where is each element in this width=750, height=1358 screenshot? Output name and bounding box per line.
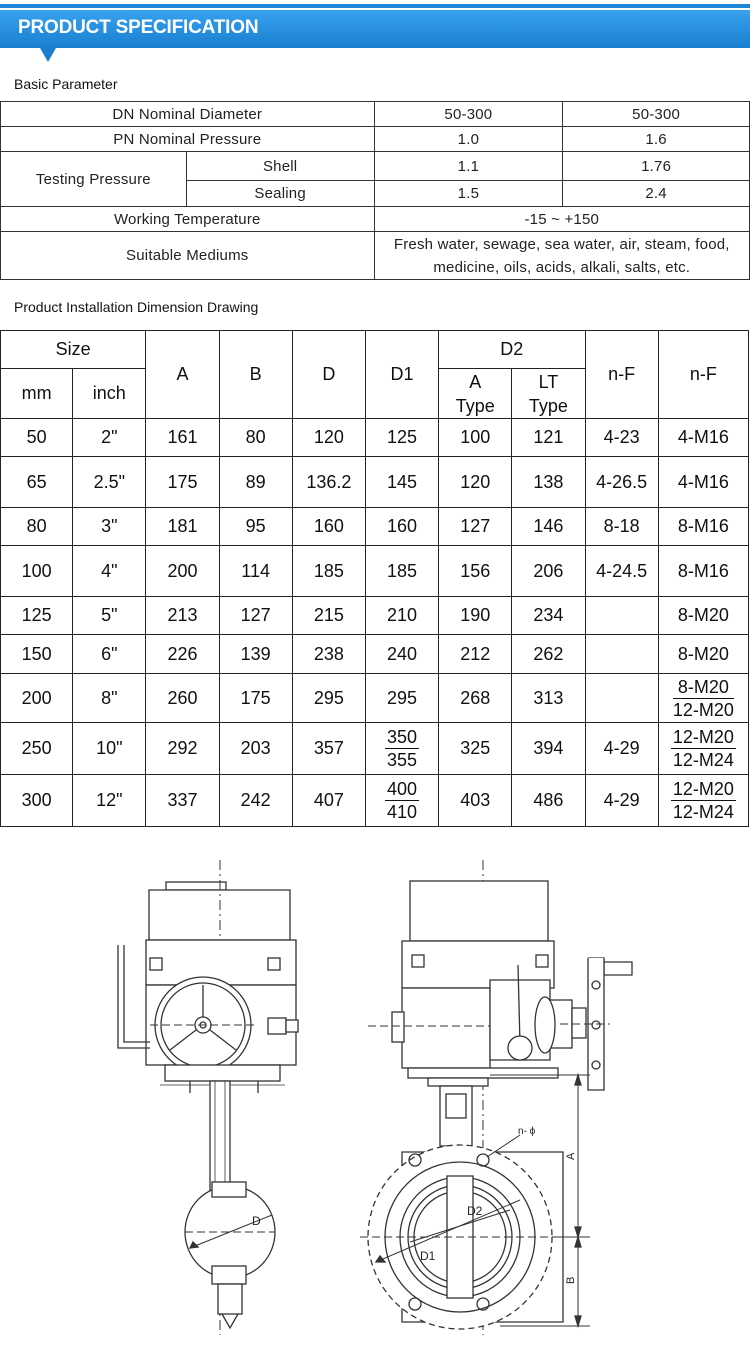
basic-parameter-table <box>0 101 750 280</box>
param-value: 1.6 <box>563 127 750 152</box>
header-row <box>1 331 749 369</box>
header-a-type-line2: Type <box>455 395 495 416</box>
cell-d1 <box>365 723 438 775</box>
param-value: 1.1 <box>374 152 563 181</box>
cell-a: 337 <box>146 775 219 827</box>
cell-nf: 4-26.5 <box>585 457 658 508</box>
header-inch: inch <box>73 369 146 419</box>
cell-nf-bolt: 4-M16 <box>658 457 748 508</box>
cell-nf-bolt: 8-M20 <box>658 635 748 674</box>
cell-a: 260 <box>146 674 219 723</box>
param-value <box>374 232 749 280</box>
header-d: D <box>292 331 365 419</box>
nf-bolt-option-2: 12-M20 <box>672 699 734 720</box>
cell-d: 136.2 <box>292 457 365 508</box>
param-value: 50-300 <box>563 102 750 127</box>
cell-d: 238 <box>292 635 365 674</box>
param-name: Working Temperature <box>1 207 375 232</box>
param-subname: Shell <box>186 152 374 181</box>
cell-inch: 2" <box>73 419 146 457</box>
header-d1: D1 <box>365 331 438 419</box>
table-row <box>1 457 749 508</box>
header-size: Size <box>1 331 146 369</box>
cell-a: 213 <box>146 597 219 635</box>
side-view <box>118 860 298 1335</box>
cell-b: 175 <box>219 674 292 723</box>
cell-d2-a: 190 <box>439 597 512 635</box>
nf-bolt-option-1: 12-M20 <box>672 779 734 799</box>
param-subname: Sealing <box>186 181 374 207</box>
cell-b: 242 <box>219 775 292 827</box>
cell-d2-lt: 234 <box>512 597 585 635</box>
table-row <box>1 232 750 280</box>
table-row <box>1 152 750 181</box>
nf-bolt-option-2: 12-M24 <box>672 750 734 770</box>
cell-a: 292 <box>146 723 219 775</box>
cell-mm: 300 <box>1 775 73 827</box>
section-banner <box>0 0 750 58</box>
cell-d: 295 <box>292 674 365 723</box>
cell-d: 357 <box>292 723 365 775</box>
cell-nf-bolt: 8-M16 <box>658 508 748 546</box>
cell-d2-lt: 121 <box>512 419 585 457</box>
dimension-table <box>0 330 749 827</box>
header-lt-type <box>512 369 585 419</box>
cell-b: 203 <box>219 723 292 775</box>
mediums-line-1: Fresh water, sewage, sea water, air, steam, food, <box>393 235 730 253</box>
nf-bolt-option-2: 12-M24 <box>672 802 734 822</box>
cell-d: 407 <box>292 775 365 827</box>
param-name: Suitable Mediums <box>1 232 375 280</box>
table-row <box>1 419 749 457</box>
cell-d: 215 <box>292 597 365 635</box>
param-value: 1.76 <box>563 152 750 181</box>
cell-nf: 4-29 <box>585 723 658 775</box>
header-d2: D2 <box>439 331 585 369</box>
cell-d2-a: 403 <box>439 775 512 827</box>
table-row <box>1 674 749 723</box>
cell-d: 160 <box>292 508 365 546</box>
cell-b: 139 <box>219 635 292 674</box>
table-row <box>1 635 749 674</box>
cell-b: 80 <box>219 419 292 457</box>
table-row <box>1 508 749 546</box>
cell-d2-a: 212 <box>439 635 512 674</box>
cell-d1: 295 <box>365 674 438 723</box>
cell-d2-lt: 206 <box>512 546 585 597</box>
cell-d2-a: 268 <box>439 674 512 723</box>
param-value: -15 ~ +150 <box>374 207 749 232</box>
dimension-heading: Product Installation Dimension Drawing <box>14 299 259 315</box>
param-value: 50-300 <box>374 102 563 127</box>
d1-option-1: 350 <box>387 727 418 747</box>
cell-d2-a: 127 <box>439 508 512 546</box>
banner-top-line <box>0 4 750 8</box>
param-value: 1.5 <box>374 181 563 207</box>
cell-mm: 250 <box>1 723 73 775</box>
cell-d1 <box>365 775 438 827</box>
cell-d1: 160 <box>365 508 438 546</box>
banner-title: PRODUCT SPECIFICATION <box>18 17 259 38</box>
cell-nf-bolt <box>658 775 748 827</box>
cell-a: 175 <box>146 457 219 508</box>
label-a: A <box>565 1152 577 1160</box>
cell-mm: 125 <box>1 597 73 635</box>
cell-inch: 4" <box>73 546 146 597</box>
cell-nf: 4-23 <box>585 419 658 457</box>
label-d2: D2 <box>467 1204 483 1218</box>
header-a-type-line1: A <box>469 371 482 392</box>
label-d1: D1 <box>420 1249 436 1263</box>
basic-parameter-heading: Basic Parameter <box>14 76 118 92</box>
table-row <box>1 102 750 127</box>
cell-b: 127 <box>219 597 292 635</box>
table-row <box>1 546 749 597</box>
header-lt-type-line1: LT <box>538 371 559 392</box>
param-name: DN Nominal Diameter <box>1 102 375 127</box>
cell-nf <box>585 674 658 723</box>
valve-dimension-drawing <box>0 850 750 1358</box>
cell-d2-a: 100 <box>439 419 512 457</box>
cell-d2-lt: 486 <box>512 775 585 827</box>
mediums-line-2: medicine, oils, acids, alkali, salts, etc. <box>433 258 691 276</box>
cell-d: 185 <box>292 546 365 597</box>
label-b: B <box>565 1276 577 1284</box>
front-view <box>360 860 632 1335</box>
d1-option-2: 410 <box>387 802 418 822</box>
cell-inch: 12" <box>73 775 146 827</box>
cell-mm: 100 <box>1 546 73 597</box>
cell-d2-a: 120 <box>439 457 512 508</box>
cell-nf <box>585 635 658 674</box>
cell-d1: 240 <box>365 635 438 674</box>
cell-inch: 8" <box>73 674 146 723</box>
cell-inch: 2.5" <box>73 457 146 508</box>
header-a-type <box>439 369 512 419</box>
cell-nf: 8-18 <box>585 508 658 546</box>
cell-d2-lt: 394 <box>512 723 585 775</box>
cell-nf <box>585 597 658 635</box>
header-a: A <box>146 331 219 419</box>
nf-bolt-option-1: 12-M20 <box>672 727 734 747</box>
param-value: 2.4 <box>563 181 750 207</box>
cell-nf: 4-24.5 <box>585 546 658 597</box>
cell-nf: 4-29 <box>585 775 658 827</box>
cell-d2-lt: 138 <box>512 457 585 508</box>
cell-d2-a: 156 <box>439 546 512 597</box>
header-b: B <box>219 331 292 419</box>
cell-inch: 5" <box>73 597 146 635</box>
d1-option-2: 355 <box>387 750 418 770</box>
param-name: Testing Pressure <box>1 152 187 207</box>
cell-d2-lt: 262 <box>512 635 585 674</box>
d1-option-1: 400 <box>387 779 418 799</box>
table-row <box>1 207 750 232</box>
cell-nf-bolt <box>658 723 748 775</box>
banner-notch <box>40 48 56 62</box>
nf-bolt-option-1: 8-M20 <box>673 676 734 699</box>
header-lt-type-line2: Type <box>528 395 568 416</box>
table-row <box>1 127 750 152</box>
cell-inch: 3" <box>73 508 146 546</box>
cell-a: 161 <box>146 419 219 457</box>
cell-nf-bolt: 8-M16 <box>658 546 748 597</box>
cell-mm: 65 <box>1 457 73 508</box>
table-row <box>1 723 749 775</box>
cell-inch: 6" <box>73 635 146 674</box>
param-value: 1.0 <box>374 127 563 152</box>
cell-d2-lt: 313 <box>512 674 585 723</box>
cell-a: 200 <box>146 546 219 597</box>
cell-b: 114 <box>219 546 292 597</box>
cell-nf-bolt: 4-M16 <box>658 419 748 457</box>
header-nf: n-F <box>585 331 658 419</box>
cell-d1: 145 <box>365 457 438 508</box>
cell-d1: 210 <box>365 597 438 635</box>
label-n-phi: n- ϕ <box>518 1126 536 1137</box>
cell-b: 89 <box>219 457 292 508</box>
label-d: D <box>252 1214 261 1228</box>
cell-d: 120 <box>292 419 365 457</box>
header-nf-bolt: n-F <box>658 331 748 419</box>
header-mm: mm <box>1 369 73 419</box>
cell-d1: 185 <box>365 546 438 597</box>
cell-mm: 150 <box>1 635 73 674</box>
cell-mm: 200 <box>1 674 73 723</box>
table-row <box>1 775 749 827</box>
cell-b: 95 <box>219 508 292 546</box>
cell-nf-bolt: 8-M20 <box>658 597 748 635</box>
table-row <box>1 597 749 635</box>
cell-mm: 50 <box>1 419 73 457</box>
cell-a: 181 <box>146 508 219 546</box>
cell-nf-bolt <box>658 674 748 723</box>
cell-d2-a: 325 <box>439 723 512 775</box>
cell-d1: 125 <box>365 419 438 457</box>
cell-inch: 10" <box>73 723 146 775</box>
cell-d2-lt: 146 <box>512 508 585 546</box>
cell-mm: 80 <box>1 508 73 546</box>
cell-a: 226 <box>146 635 219 674</box>
param-name: PN Nominal Pressure <box>1 127 375 152</box>
